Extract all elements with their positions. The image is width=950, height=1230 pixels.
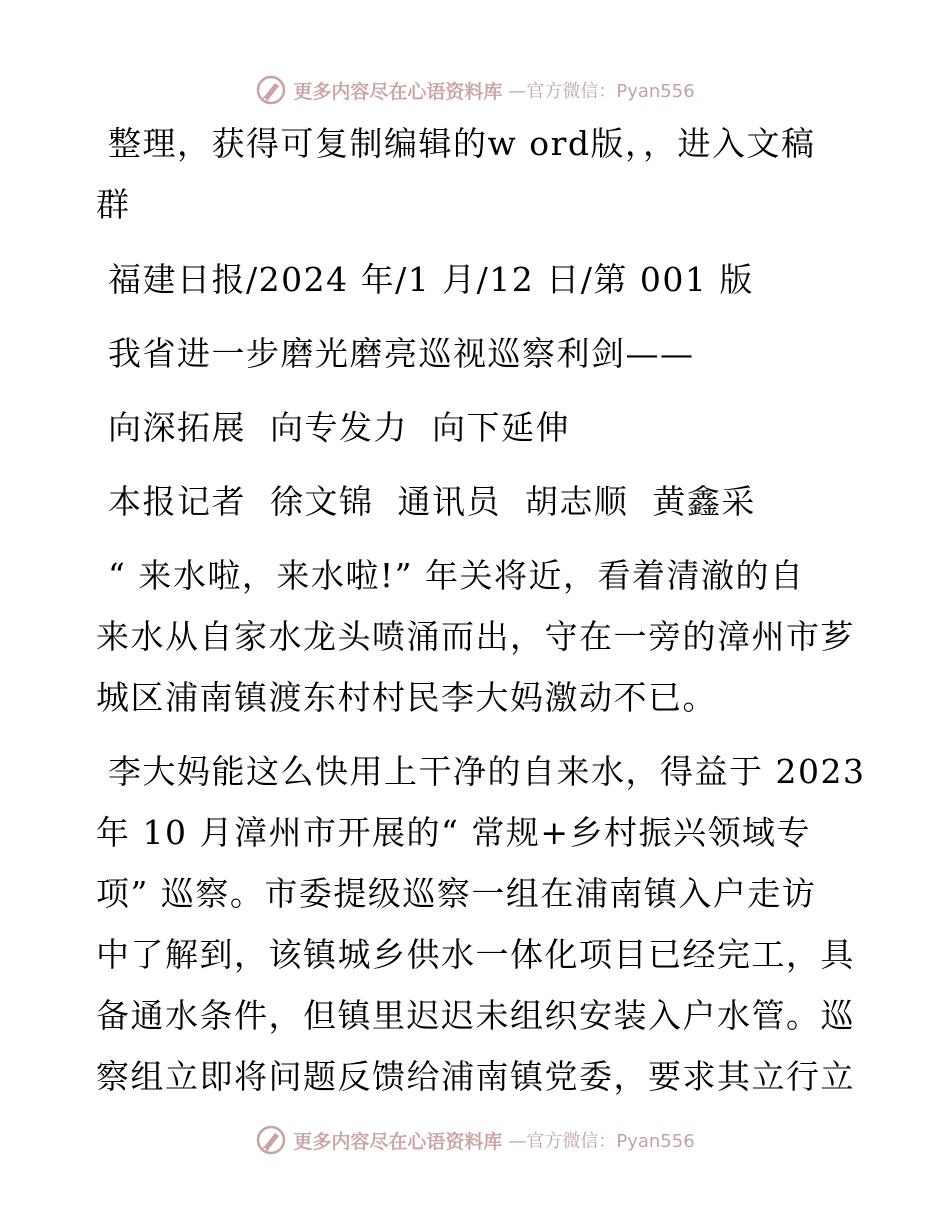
pen-logo-icon (255, 1124, 287, 1156)
text-line: 整理，获得可复制编辑的w ord版，，进入文稿 (96, 124, 816, 163)
banner-wechat: —官方微信：Pyan556 (508, 81, 695, 102)
banner-inner (255, 74, 694, 106)
text-line: 备通水条件，但镇里迟迟未组织安装入户水管。巡 (96, 996, 855, 1035)
text-line: 年 10 月漳州市开展的“ 常规+乡村振兴领域专 (96, 813, 811, 852)
banner-wechat: —官方微信：Pyan556 (508, 1131, 695, 1152)
banner-title: 更多内容尽在心语资料库 (293, 1130, 503, 1153)
dateline: 福建日报/2024 年/1 月/12 日/第 001 版 (96, 260, 754, 299)
banner-title: 更多内容尽在心语资料库 (293, 80, 503, 103)
footer-watermark-banner (0, 1120, 950, 1160)
text-line: 项” 巡察。市委提级巡察一组在浦南镇入户走访 (96, 874, 817, 913)
text-line: “ 来水啦，来水啦!” 年关将近，看着清澈的自 (96, 556, 805, 595)
text-line: 群 (96, 185, 131, 224)
pen-logo-icon (255, 74, 287, 106)
text-line: 察组立即将问题反馈给浦南镇党委，要求其立行立 (96, 1057, 855, 1096)
text-line: 城区浦南镇渡东村村民李大妈激动不已。 (96, 678, 717, 717)
header-watermark-banner (0, 70, 950, 110)
headline: 我省进一步磨光磨亮巡视巡察利剑—— (96, 334, 695, 373)
banner-inner (255, 1124, 694, 1156)
text-line: 中了解到，该镇城乡供水一体化项目已经完工，具 (96, 935, 855, 974)
byline: 本报记者 徐文锦 通讯员 胡志顺 黄鑫采 (96, 482, 756, 521)
text-line: 来水从自家水龙头喷涌而出，守在一旁的漳州市芗 (96, 617, 855, 656)
text-line: 李大妈能这么快用上干净的自来水，得益于 2023 (96, 752, 866, 791)
subheadline: 向深拓展 向专发力 向下延伸 (96, 408, 570, 447)
